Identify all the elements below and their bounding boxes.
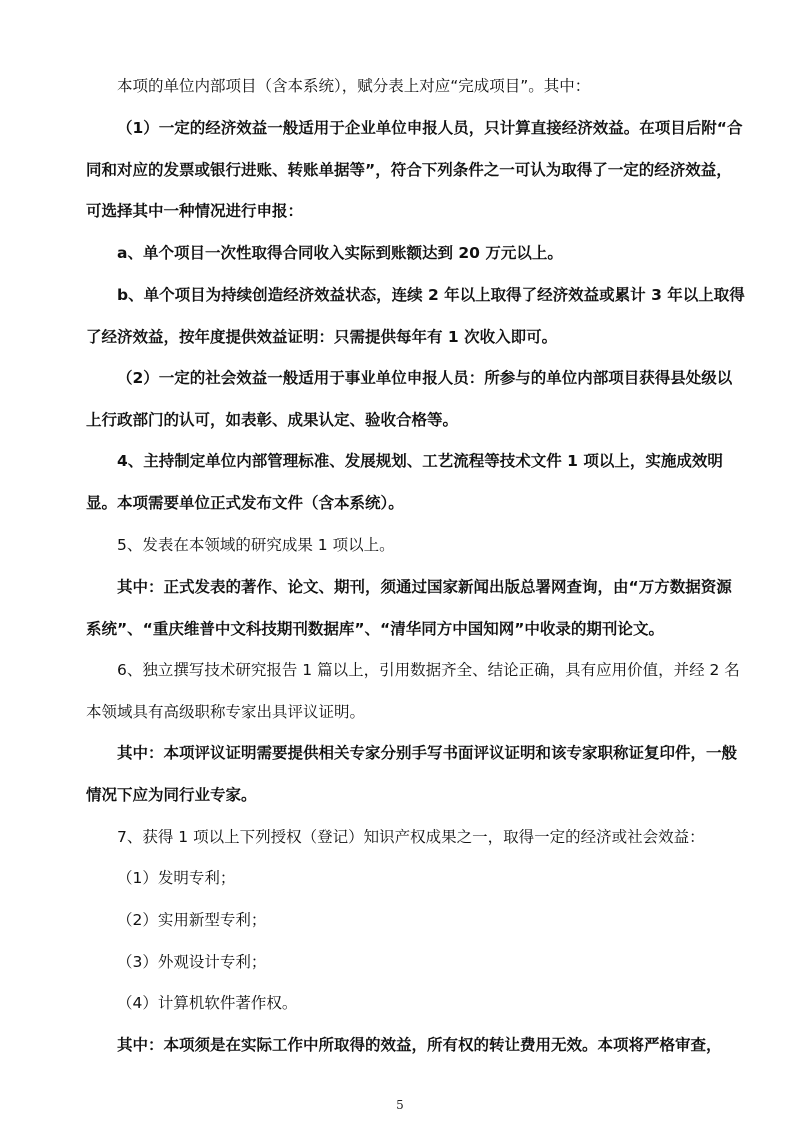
paragraph-item-5-note: 其中：正式发表的著作、论文、期刊，须通过国家新闻出版总署网查询，由“万方数据资源系统”、“重庆维普中文科技期刊数据库”、“清华同方中国知网”中收录的期刊论文。 [86,578,732,638]
page-number: 5 [396,1098,404,1112]
paragraph-item-6-note: 其中：本项评议证明需要提供相关专家分别手写书面评议证明和该专家职称证复印件，一般情况下应为同行业专家。 [86,744,738,804]
list-item-design-patent: （3）外观设计专利； [117,953,267,971]
paragraph-item-7: 7、获得 1 项以上下列授权（登记）知识产权成果之一，取得一定的经济或社会效益： [117,828,705,846]
paragraph-item-b: b、单个项目为持续创造经济效益状态，连续 2 年以上取得了经济效益或累计 3 年以上取得了经济效益，按年度提供效益证明：只需提供每年有 1 次收入即可。 [86,286,745,346]
list-item-software-copyright: （4）计算机软件著作权。 [117,994,298,1012]
paragraph-project-intro: 本项的单位内部项目（含本系统），赋分表上对应“完成项目”。其中： [117,77,591,95]
paragraph-item-6: 6、独立撰写技术研究报告 1 篇以上，引用数据齐全、结论正确，具有应用价值，并经 2 名本领域具有高级职称专家出具评议证明。 [86,661,740,721]
paragraph-economic-benefit: （1）一定的经济效益一般适用于企业单位申报人员，只计算直接经济效益。在项目后附“合同和对应的发票或银行进账、转账单据等”，符合下列条件之一可认为取得了一定的经济效益，可选择其中一种情况进行申报： [86,119,743,220]
list-item-utility-model: （2）实用新型专利； [117,911,267,929]
paragraph-item-4: 4、主持制定单位内部管理标准、发展规划、工艺流程等技术文件 1 项以上，实施成效明显。本项需要单位正式发布文件（含本系统）。 [86,452,723,512]
paragraph-item-a: a、单个项目一次性取得合同收入实际到账额达到 20 万元以上。 [117,244,563,262]
list-item-invention-patent: （1）发明专利； [117,869,236,887]
paragraph-item-7-note: 其中：本项须是在实际工作中所取得的效益，所有权的转让费用无效。本项将严格审查， [117,1036,722,1054]
paragraph-item-5: 5、发表在本领域的研究成果 1 项以上。 [117,536,395,554]
paragraph-social-benefit: （2）一定的社会效益一般适用于事业单位申报人员：所参与的单位内部项目获得县处级以上行政部门的认可，如表彰、成果认定、验收合格等。 [86,369,733,429]
